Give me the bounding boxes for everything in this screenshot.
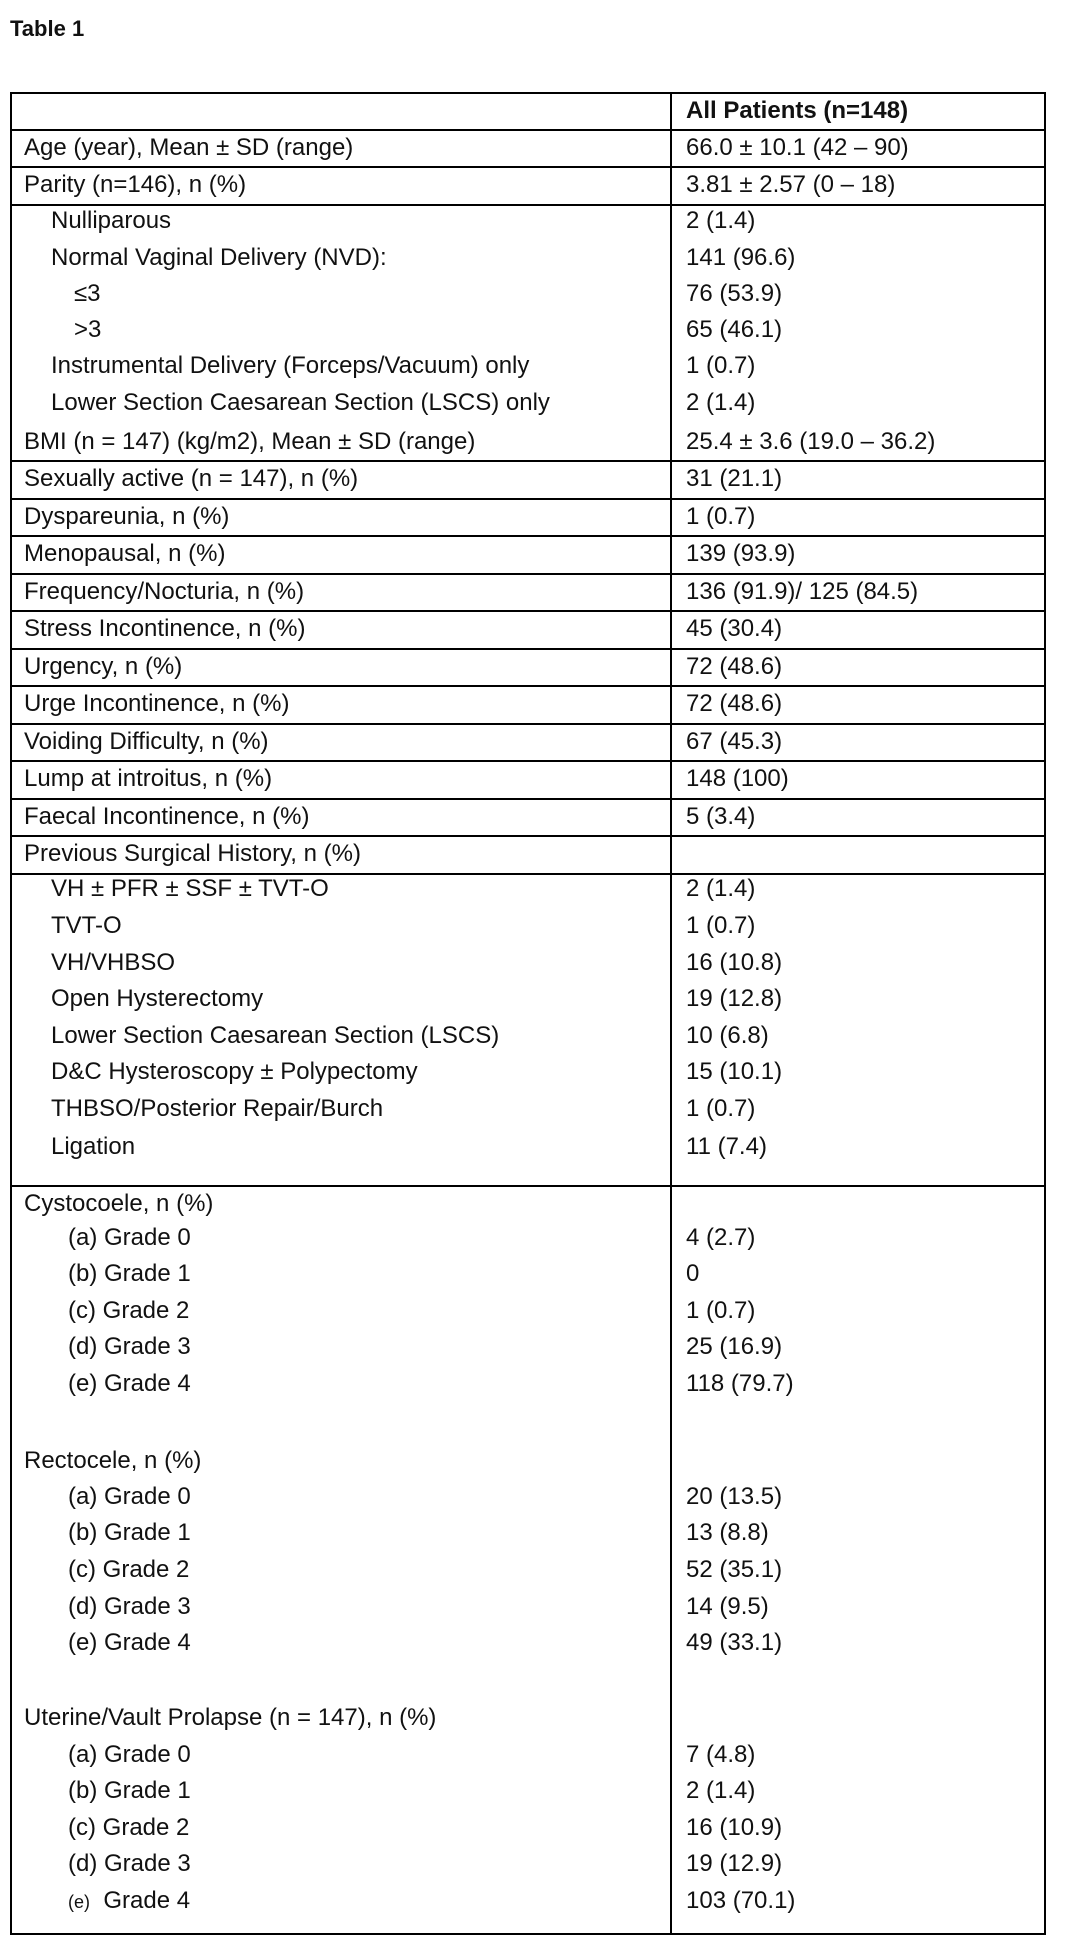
row-value-rectocele-grade-1: 13 (8.8) — [686, 1519, 769, 1546]
row-label-lump-at-introitus: Lump at introitus, n (%) — [24, 765, 273, 792]
row-value-rectocele-grade-0: 20 (13.5) — [686, 1483, 783, 1510]
row-value-prolapse-grade-1: 2 (1.4) — [686, 1777, 756, 1804]
row-label-age: Age (year), Mean ± SD (range) — [24, 134, 354, 161]
section-label-cystocoele: Cystocoele, n (%) — [24, 1190, 214, 1217]
row-value-dyspareunia: 1 (0.7) — [686, 503, 756, 530]
column-divider — [670, 94, 672, 1933]
row-value-rectocele-grade-4: 49 (33.1) — [686, 1629, 783, 1656]
row-value-cystocoele-grade-2: 1 (0.7) — [686, 1297, 756, 1324]
row-label-nulliparous: Nulliparous — [51, 207, 172, 234]
row-label-dc-hysteroscopy: D&C Hysteroscopy ± Polypectomy — [51, 1058, 418, 1085]
row-value-menopausal: 139 (93.9) — [686, 540, 796, 567]
row-label-dyspareunia: Dyspareunia, n (%) — [24, 503, 230, 530]
row-label-instrumental-delivery: Instrumental Delivery (Forceps/Vacuum) only — [51, 352, 530, 379]
row-label-cystocoele-grade-0: (a) Grade 0 — [68, 1224, 191, 1251]
row-label-vh-pfr-ssf-tvto: VH ± PFR ± SSF ± TVT-O — [51, 875, 329, 902]
row-value-nvd: 141 (96.6) — [686, 244, 796, 271]
row-value-age: 66.0 ± 10.1 (42 – 90) — [686, 134, 909, 161]
row-value-tvto: 1 (0.7) — [686, 912, 756, 939]
section-label-rectocele: Rectocele, n (%) — [24, 1447, 202, 1474]
row-label-rectocele-grade-1: (b) Grade 1 — [68, 1519, 191, 1546]
row-label-rectocele-grade-2: (c) Grade 2 — [68, 1556, 190, 1583]
row-label-urge-incontinence: Urge Incontinence, n (%) — [24, 690, 290, 717]
row-label-bmi: BMI (n = 147) (kg/m2), Mean ± SD (range) — [24, 428, 476, 455]
row-label-lscs: Lower Section Caesarean Section (LSCS) — [51, 1022, 500, 1049]
patient-characteristics-table — [10, 92, 1046, 1935]
row-label-cystocoele-grade-1: (b) Grade 1 — [68, 1260, 191, 1287]
row-value-stress-incontinence: 45 (30.4) — [686, 615, 783, 642]
row-value-vh-pfr-ssf-tvto: 2 (1.4) — [686, 875, 756, 902]
row-value-rectocele-grade-3: 14 (9.5) — [686, 1593, 769, 1620]
row-label-rectocele-grade-4: (e) Grade 4 — [68, 1629, 191, 1656]
row-label-lscs-only: Lower Section Caesarean Section (LSCS) only — [51, 389, 550, 416]
row-label-nvd: Normal Vaginal Delivery (NVD): — [51, 244, 387, 271]
row-value-prolapse-grade-2: 16 (10.9) — [686, 1814, 783, 1841]
row-label-urgency: Urgency, n (%) — [24, 653, 183, 680]
row-value-cystocoele-grade-3: 25 (16.9) — [686, 1333, 783, 1360]
row-label-prolapse-grade-1: (b) Grade 1 — [68, 1777, 191, 1804]
row-label-open-hysterectomy: Open Hysterectomy — [51, 985, 264, 1012]
row-label-rectocele-grade-0: (a) Grade 0 — [68, 1483, 191, 1510]
row-value-sexually-active: 31 (21.1) — [686, 465, 783, 492]
row-label-tvto: TVT-O — [51, 912, 122, 939]
row-label-nvd-le3: ≤3 — [74, 280, 101, 307]
row-label-prolapse-grade-0: (a) Grade 0 — [68, 1741, 191, 1768]
row-label-prolapse-grade-3: (d) Grade 3 — [68, 1850, 191, 1877]
row-value-rectocele-grade-2: 52 (35.1) — [686, 1556, 783, 1583]
row-value-cystocoele-grade-1: 0 — [686, 1260, 700, 1287]
row-label-stress-incontinence: Stress Incontinence, n (%) — [24, 615, 306, 642]
row-value-dc-hysteroscopy: 15 (10.1) — [686, 1058, 783, 1085]
row-label-cystocoele-grade-3: (d) Grade 3 — [68, 1333, 191, 1360]
row-value-thbso-burch: 1 (0.7) — [686, 1095, 756, 1122]
row-value-nvd-le3: 76 (53.9) — [686, 280, 783, 307]
column-header-all-patients: All Patients (n=148) — [686, 97, 909, 124]
row-value-lscs-only: 2 (1.4) — [686, 389, 756, 416]
row-value-open-hysterectomy: 19 (12.8) — [686, 985, 783, 1012]
row-label-cystocoele-grade-4: (e) Grade 4 — [68, 1370, 191, 1397]
row-label-cystocoele-grade-2: (c) Grade 2 — [68, 1297, 190, 1324]
row-value-instrumental-delivery: 1 (0.7) — [686, 352, 756, 379]
row-label-menopausal: Menopausal, n (%) — [24, 540, 226, 567]
row-label-ligation: Ligation — [51, 1133, 136, 1160]
row-value-cystocoele-grade-4: 118 (79.7) — [686, 1370, 794, 1397]
row-value-urgency: 72 (48.6) — [686, 653, 783, 680]
row-value-urge-incontinence: 72 (48.6) — [686, 690, 783, 717]
row-label-rectocele-grade-3: (d) Grade 3 — [68, 1593, 191, 1620]
row-value-nvd-gt3: 65 (46.1) — [686, 316, 783, 343]
row-value-ligation: 11 (7.4) — [686, 1133, 767, 1160]
row-label-parity: Parity (n=146), n (%) — [24, 171, 247, 198]
row-value-cystocoele-grade-0: 4 (2.7) — [686, 1224, 756, 1251]
row-label-voiding-difficulty: Voiding Difficulty, n (%) — [24, 728, 269, 755]
row-value-voiding-difficulty: 67 (45.3) — [686, 728, 783, 755]
row-value-prolapse-grade-3: 19 (12.9) — [686, 1850, 783, 1877]
row-label-frequency-nocturia: Frequency/Nocturia, n (%) — [24, 578, 305, 605]
grade-text: Grade 4 — [103, 1887, 191, 1914]
row-value-faecal-incontinence: 5 (3.4) — [686, 803, 756, 830]
row-value-vh-vhbso: 16 (10.8) — [686, 949, 783, 976]
section-label-uterine-vault-prolapse: Uterine/Vault Prolapse (n = 147), n (%) — [24, 1704, 437, 1731]
row-value-frequency-nocturia: 136 (91.9)/ 125 (84.5) — [686, 578, 919, 605]
row-value-lscs: 10 (6.8) — [686, 1022, 769, 1049]
row-label-vh-vhbso: VH/VHBSO — [51, 949, 176, 976]
row-value-lump-at-introitus: 148 (100) — [686, 765, 789, 792]
row-value-prolapse-grade-0: 7 (4.8) — [686, 1741, 756, 1768]
grade-prefix: (e) — [68, 1892, 90, 1912]
row-label-faecal-incontinence: Faecal Incontinence, n (%) — [24, 803, 310, 830]
row-value-bmi: 25.4 ± 3.6 (19.0 – 36.2) — [686, 428, 936, 455]
row-value-nulliparous: 2 (1.4) — [686, 207, 756, 234]
row-label-prolapse-grade-4 — [68, 1882, 190, 1919]
row-value-parity: 3.81 ± 2.57 (0 – 18) — [686, 171, 896, 198]
row-label-prolapse-grade-2: (c) Grade 2 — [68, 1814, 190, 1841]
row-label-thbso-burch: THBSO/Posterior Repair/Burch — [51, 1095, 384, 1122]
row-label-sexually-active: Sexually active (n = 147), n (%) — [24, 465, 359, 492]
row-value-prolapse-grade-4: 103 (70.1) — [686, 1887, 796, 1914]
table-caption: Table 1 — [10, 16, 85, 41]
section-label-previous-surgical-history: Previous Surgical History, n (%) — [24, 840, 361, 867]
row-label-nvd-gt3: >3 — [74, 316, 102, 343]
